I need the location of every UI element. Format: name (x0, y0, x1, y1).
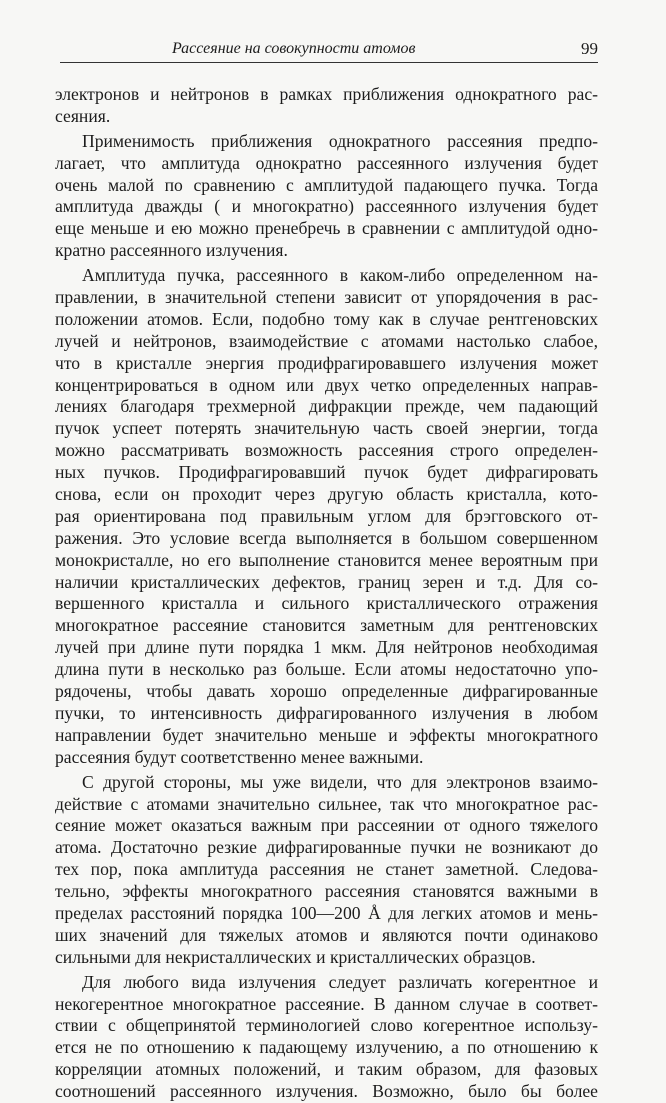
text-line: действие с атомами значительно сильнее, так что многократное рас- (55, 793, 598, 814)
text-line: рядочены, чтобы давать хорошо определенные дифрагированные (55, 681, 598, 702)
page-number: 99 (581, 39, 598, 58)
text-line: Применимость приближения однократного рассеяния предпо- (82, 130, 598, 151)
text-line: тех пор, пока амплитуда рассеяния не станет заметной. Следова- (55, 859, 598, 880)
header-rule (60, 62, 598, 63)
text-line: правлении, в значительной степени зависит от упорядочения в рас- (55, 287, 598, 308)
text-line: ствии с общепринятой терминологией слово когерентное использу- (55, 1015, 598, 1036)
text-line: Амплитуда пучка, рассеянного в каком-либо определенном на- (82, 265, 598, 286)
text-line: лучей при длине пути порядка 1 мкм. Для нейтронов необходимая (55, 637, 598, 658)
running-title: Рассеяние на совокупности атомов (172, 40, 416, 57)
text-line: направлении будет значительно меньше и эффекты многократного (55, 724, 598, 745)
text-line: лениях благодаря трехмерной дифракции прежде, чем падающий (55, 396, 598, 417)
text-line: пределах расстояний порядка 100—200 Å для легких атомов и мень- (55, 902, 598, 923)
text-line: можно рассматривать возможность рассеяния строго определен- (55, 440, 598, 461)
text-line: сеяния. (55, 105, 111, 126)
text-line: кратно рассеянного излучения. (55, 240, 288, 261)
text-line: многократное рассеяние становится заметным для рентгеновских (55, 615, 598, 636)
text-line: очень малой по сравнению с амплитудой падающего пучка. Тогда (55, 174, 598, 195)
text-line: лучей и нейтронов, взаимодействие с атомами настолько слабое, (55, 330, 598, 351)
text-line: еще меньше и ею можно пренебречь в сравнении с амплитудой одно- (55, 218, 598, 239)
text-line: что в кристалле энергия продифрагировавшего излучения может (55, 352, 598, 373)
text-line: рассеяния будут соответственно менее важными. (55, 746, 424, 767)
text-line: С другой стороны, мы уже видели, что для электронов взаимо- (82, 771, 598, 792)
page-header (60, 38, 598, 64)
text-line: ется не по отношению к падающему излучению, а по отношению к (55, 1037, 598, 1058)
text-line: пучки, то интенсивность дифрагированного излучения в любом (55, 702, 598, 723)
text-line: сильными для некристаллических и кристаллических образцов. (55, 946, 536, 967)
text-line: некогерентное многократное рассеяние. В данном случае в соответ- (55, 993, 598, 1014)
text-line: атома. Достаточно резкие дифрагированные пучки не возникают до (55, 837, 598, 858)
text-line: снова, если он проходит через другую область кристалла, кото- (55, 484, 598, 505)
text-line: длина пути в несколько раз больше. Если атомы недостаточно упо- (55, 659, 598, 680)
text-line: вершенного кристалла и сильного кристаллического отражения (55, 593, 598, 614)
text-line: сеяние может оказаться важным при рассеянии от одного тяжелого (55, 815, 598, 836)
text-line: корреляции атомных положений, и таким образом, для фазовых (55, 1059, 598, 1080)
text-line: соотношений рассеянного излучения. Возможно, было бы более (55, 1081, 598, 1102)
text-line: лагает, что амплитуда однократно рассеянного излучения будет (55, 152, 598, 173)
text-line: наличии кристаллических дефектов, границ зерен и т.д. Для со- (55, 571, 598, 592)
text-line: концентрироваться в одном или двух четко определенных направ- (55, 374, 598, 395)
text-line: ных пучков. Продифрагировавший пучок будет дифрагировать (55, 462, 598, 483)
body-text (55, 84, 598, 1103)
text-line: рая ориентирована под правильным углом для брэгговского от- (55, 505, 598, 526)
text-line: Для любого вида излучения следует различать когерентное и (82, 971, 598, 992)
text-line: пучок успеет потерять значительную часть своей энергии, тогда (55, 418, 598, 439)
text-line: ших значений для тяжелых атомов и являются почти одинаково (55, 924, 598, 945)
text-line: положении атомов. Если, подобно тому как в случае рентгеновских (55, 308, 598, 329)
text-line: электронов и нейтронов в рамках приближения однократного рас- (55, 84, 598, 104)
text-line: амплитуда дважды ( и многократно) рассеянного излучения будет (55, 196, 598, 217)
text-line: монокристалле, но его выполнение становится менее вероятным при (55, 549, 598, 570)
text-line: тельно, эффекты многократного рассеяния становятся важными в (55, 881, 598, 902)
text-line: ражения. Это условие всегда выполняется в большом совершенном (55, 527, 598, 548)
